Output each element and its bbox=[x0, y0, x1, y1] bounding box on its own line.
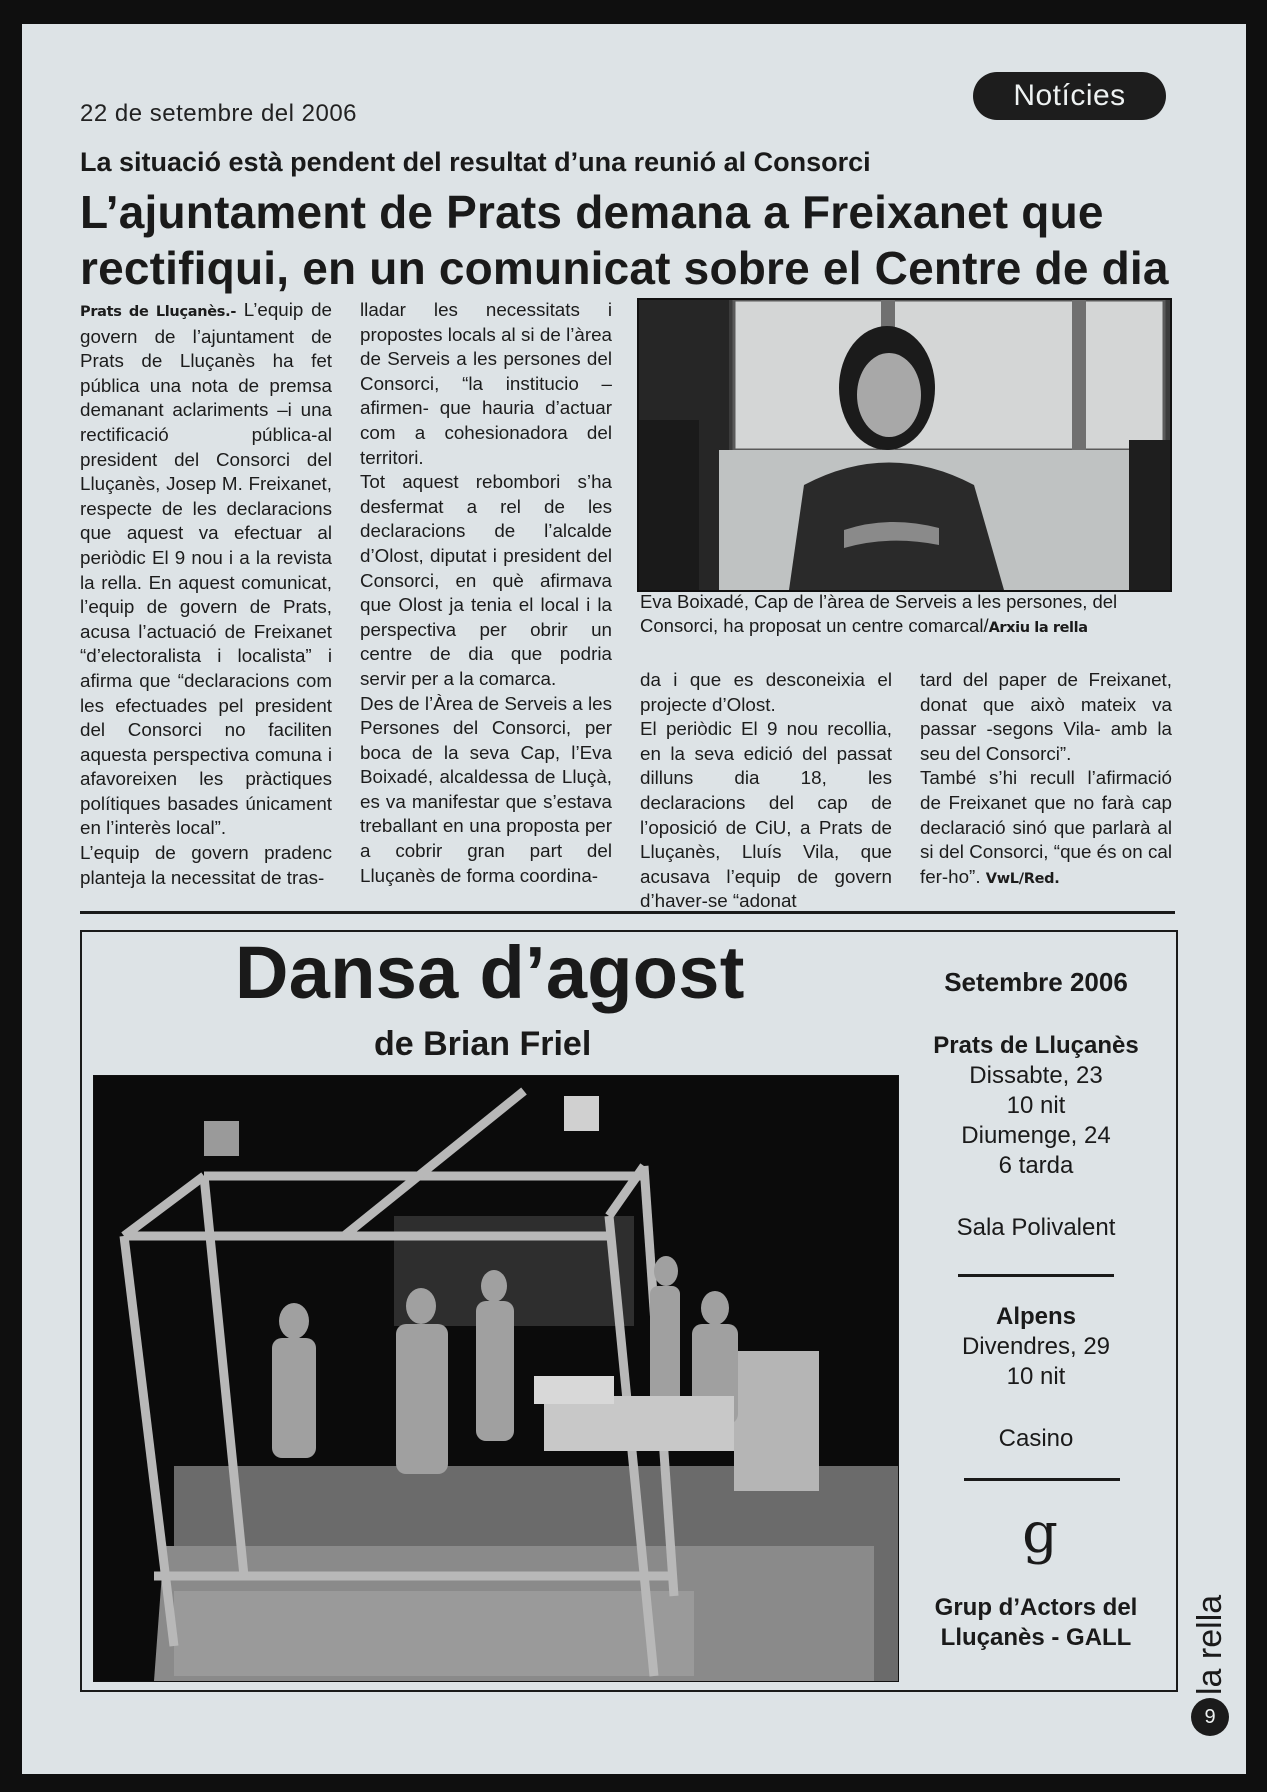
venue-1-town: Prats de Lluçanès bbox=[933, 1032, 1139, 1059]
venue-1-hall: Sala Polivalent bbox=[956, 1214, 1116, 1241]
play-author: de Brian Friel bbox=[374, 1025, 592, 1063]
article-photo bbox=[637, 298, 1172, 592]
venue-2-time: 10 nit bbox=[1006, 1363, 1066, 1390]
venue-1-schedule bbox=[916, 1031, 1156, 1181]
company-line-1: Grup d’Actors del bbox=[934, 1594, 1138, 1621]
article-column-2 bbox=[360, 298, 612, 888]
section-divider bbox=[80, 911, 1175, 914]
venue-2-schedule bbox=[916, 1302, 1156, 1392]
page-number: 9 bbox=[1191, 1698, 1229, 1736]
venue-1-time-2: 6 tarda bbox=[998, 1152, 1074, 1179]
company-logo-icon: g bbox=[1022, 1501, 1058, 1566]
venue-2-day: Divendres, 29 bbox=[961, 1333, 1111, 1360]
article-paragraph: Tot aquest rebombori s’ha desfermat a rel de les declaracions de l’alcalde d’Olost, diputat i president del Consorci, en què afirmava que Olost ja tenia el local i la perspectiva per obrir un centre de dia que podria servir per a la comarca. bbox=[360, 471, 612, 689]
sidebar-divider bbox=[964, 1478, 1120, 1481]
play-title: Dansa d’agost bbox=[235, 931, 745, 1014]
article-paragraph: L’equip de govern pradenc planteja la necessitat de tras- bbox=[80, 842, 332, 888]
performance-month: Setembre 2006 bbox=[944, 967, 1128, 997]
theatre-company bbox=[916, 1593, 1156, 1653]
article-column-4 bbox=[920, 668, 1172, 891]
venue-1-day-1: Dissabte, 23 bbox=[969, 1062, 1103, 1089]
photo-caption bbox=[640, 590, 1174, 640]
caption-text: Eva Boixadé, Cap de l’àrea de Serveis a les persones, del Consorci, ha proposat un centre comarcal/ bbox=[640, 591, 1118, 636]
venue-1-time-1: 10 nit bbox=[1006, 1092, 1066, 1119]
publication-name-text: la rella bbox=[1191, 1594, 1229, 1695]
venue-1-day-2: Diumenge, 24 bbox=[961, 1122, 1111, 1149]
venue-2-town: Alpens bbox=[995, 1303, 1076, 1330]
stage-photo bbox=[93, 1075, 899, 1682]
stage-illustration bbox=[94, 1076, 898, 1681]
article-byline: Prats de Lluçanès.- bbox=[80, 304, 237, 320]
article-subheadline: La situació està pendent del resultat d’una reunió al Consorci bbox=[80, 147, 871, 177]
article-paragraph: El periòdic El 9 nou recollia, en la seva edició del passat dilluns dia 18, les declaracions del cap de l’oposició de CiU, a Prats de Lluçanès, Lluís Vila, que acusava l’equip de govern d’haver-se “adonat bbox=[640, 718, 892, 912]
article-paragraph: L’equip de govern de l’ajuntament de Prats de Lluçanès ha fet pública una nota de premsa demanant aclariments –i una rectificació pública-al president del Consorci del Lluçanès, Josep M. Freixanet, respecte de les declaracions que aquest va efectuar al periòdic El 9 nou i a la revista la rella. En aquest comunicat, l’equip de govern de Prats, acusa l’actuació de Freixanet “d’electoralista i localista” i afirma que “declaracions com les efectuades pel president del Consorci no faciliten aquesta perspectiva comuna i afavoreixen les pràctiques polítiques basades únicament en l’interès local”. bbox=[80, 299, 332, 839]
article-column-1 bbox=[80, 298, 332, 890]
article-paragraph: Des de l’Àrea de Serveis a les Persones del Consorci, per boca de la seva Cap, l’Eva Boixadé, alcaldessa de Lluçà, es va manifestar que s’estava treballant en una proposta per a cobrir gran part del Lluçanès de forma coordina- bbox=[360, 692, 612, 886]
company-line-2: Lluçanès - GALL bbox=[940, 1624, 1132, 1651]
publication-name bbox=[1185, 1594, 1235, 1695]
article-column-3 bbox=[640, 668, 892, 914]
issue-date: 22 de setembre del 2006 bbox=[80, 100, 358, 127]
photo-credit: Arxiu la rella bbox=[988, 620, 1088, 636]
author-signature: VwL/Red. bbox=[985, 870, 1060, 887]
article-paragraph: da i que es desconeixia el projecte d’Olost. bbox=[640, 669, 892, 715]
article-paragraph: tard del paper de Freixanet, donat que això mateix va passar -segons Vila- amb la seu del Consorci”. bbox=[920, 669, 1172, 764]
article-headline: L’ajuntament de Prats demana a Freixanet que rectifiqui, en un comunicat sobre el Centre de dia bbox=[80, 186, 1169, 294]
article-paragraph: També s’hi recull l’afirmació de Freixanet que no farà cap declaració sinó que parlarà al si del Consorci, “que és on cal fer-ho”. bbox=[920, 767, 1172, 887]
article-paragraph: lladar les necessitats i propostes locals al si de l’àrea de Serveis a les persones del Consorci, “la institucio –afirmen- que hauria d’actuar com a cohesionadora del territori. bbox=[360, 299, 612, 468]
photo-illustration bbox=[639, 300, 1170, 590]
venue-2-hall: Casino bbox=[998, 1425, 1074, 1452]
section-label: Notícies bbox=[973, 72, 1166, 120]
sidebar-divider bbox=[958, 1274, 1114, 1277]
